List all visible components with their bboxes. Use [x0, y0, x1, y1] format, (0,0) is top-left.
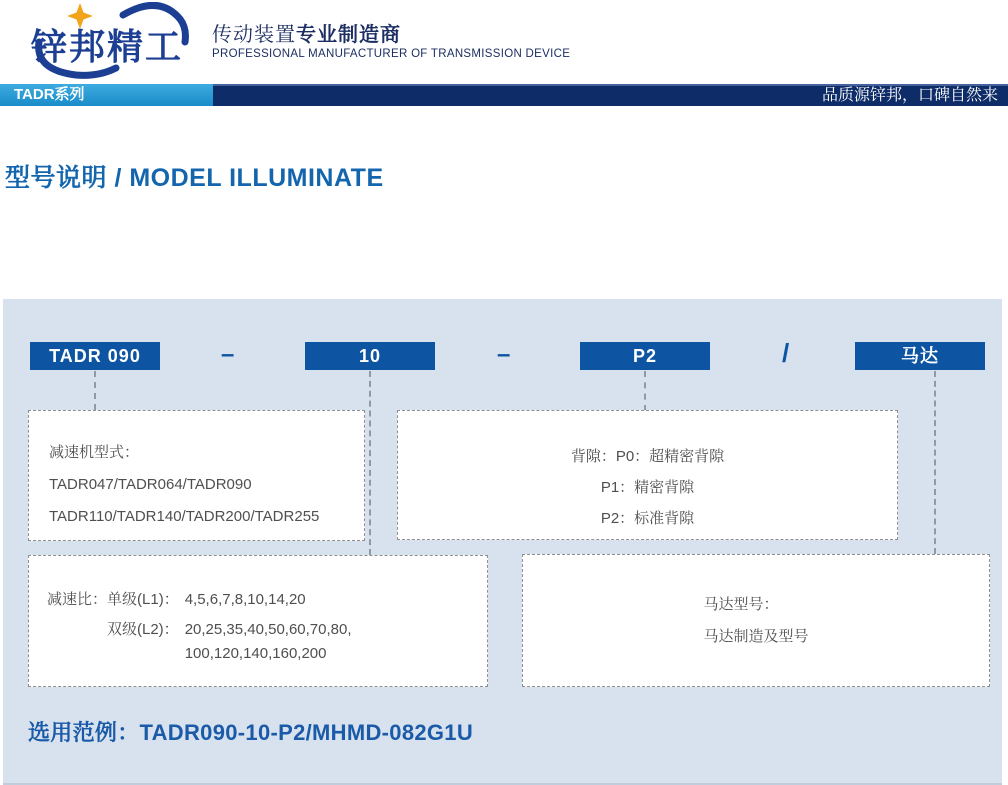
connector-line-motor	[934, 371, 936, 554]
series-label: TADR系列	[0, 84, 213, 106]
ratio-double-row	[47, 618, 487, 666]
ratio-double-values	[185, 618, 352, 666]
model-separator-slash: /	[782, 338, 790, 368]
ratio-single-values: 4,5,6,7,8,10,14,20	[184, 591, 306, 608]
model-segment-series: TADR 090	[30, 342, 160, 370]
page-title: 型号说明 / MODEL ILLUMINATE	[5, 164, 384, 192]
ratio-label: 减速比：	[47, 591, 108, 608]
backlash-p1: P1：精密背隙	[600, 479, 695, 496]
connector-line-series	[94, 371, 96, 410]
model-separator-dash-2: –	[497, 341, 511, 368]
ratio-double-values-line2: 100,120,140,160,200	[184, 645, 327, 662]
ratio-single-row	[47, 588, 487, 612]
motor-title: 马达型号：	[703, 595, 779, 613]
selection-example	[28, 716, 473, 747]
reducer-type-title: 减速机型式：	[49, 444, 140, 461]
motor-box-content	[703, 589, 808, 653]
model-segment-ratio: 10	[305, 342, 435, 370]
connector-line-backlash	[644, 371, 646, 411]
backlash-box	[397, 410, 898, 540]
model-segment-motor: 马达	[855, 342, 985, 370]
logo-text: 锌邦精工	[31, 26, 184, 67]
motor-box	[522, 554, 990, 687]
company-logo	[26, 2, 198, 80]
backlash-p0: 背隙：P0：超精密背隙	[570, 448, 725, 465]
tagline-chinese-bold: 专业制造商	[296, 24, 401, 46]
tagline-chinese-regular: 传动装置	[212, 24, 296, 46]
motor-description: 马达制造及型号	[703, 627, 809, 645]
ratio-single-label: 单级(L1)：	[107, 591, 179, 608]
connector-line-ratio	[369, 371, 371, 555]
model-illustration-panel	[3, 299, 1002, 785]
backlash-p2: P2：标准背隙	[600, 510, 695, 527]
banner-slogan: 品质源锌邦，口碑自然来	[213, 84, 1008, 106]
selection-example-value: TADR090-10-P2/MHMD-082G1U	[139, 720, 474, 745]
tagline-english: PROFESSIONAL MANUFACTURER OF TRANSMISSION DEVICE	[212, 48, 571, 60]
ratio-box	[28, 555, 488, 687]
ratio-double-values-line1: 20,25,35,40,50,60,70,80,	[184, 621, 352, 638]
tagline-chinese	[212, 18, 401, 47]
ratio-double-label: 双级(L2)：	[107, 621, 179, 638]
reducer-type-models-2: TADR110/TADR140/TADR200/TADR255	[49, 508, 320, 525]
series-banner	[0, 84, 1008, 106]
model-segment-backlash: P2	[580, 342, 710, 370]
selection-example-label: 选用范例：	[28, 720, 140, 745]
logo-graphic	[26, 2, 198, 80]
model-separator-dash-1: –	[221, 341, 235, 368]
reducer-type-box	[28, 410, 365, 541]
reducer-type-models-1: TADR047/TADR064/TADR090	[49, 476, 252, 493]
ratio-indent-spacer	[47, 618, 107, 666]
